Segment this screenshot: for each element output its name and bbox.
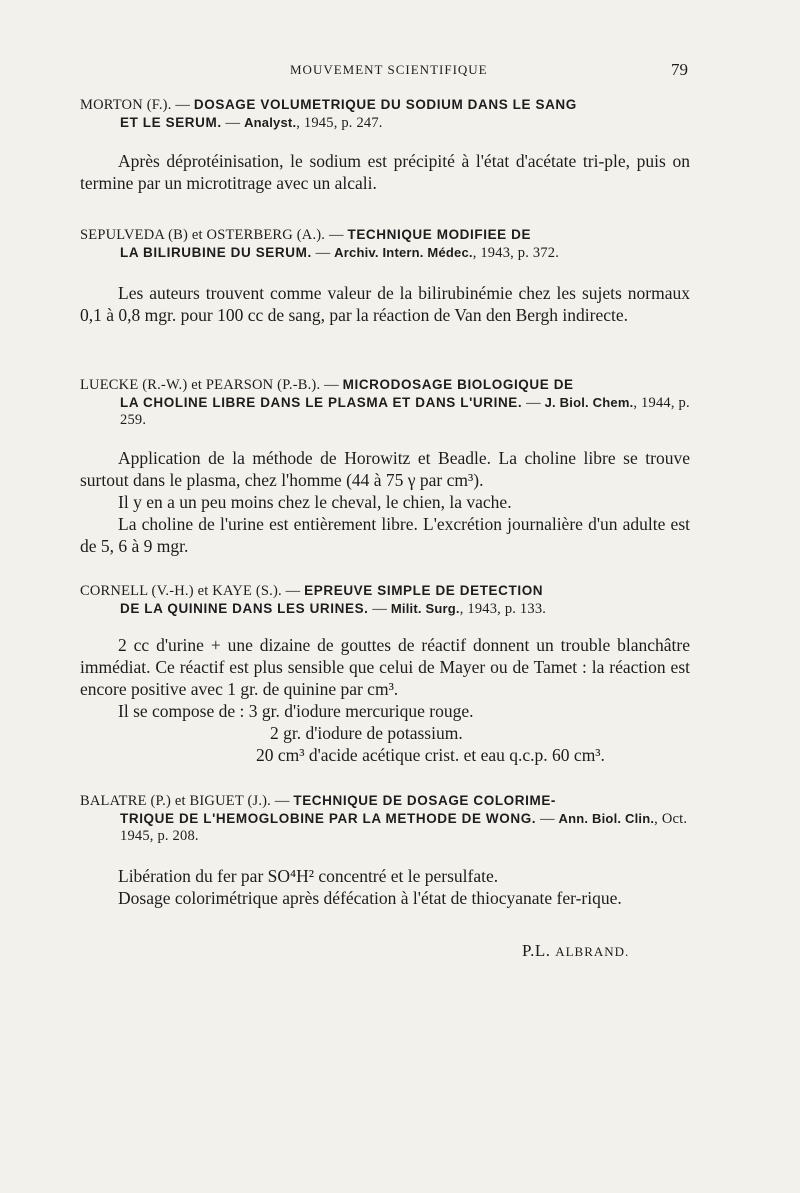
- citation: , Oct. 1945, p. 208.: [120, 811, 688, 844]
- authors: SEPULVEDA (B) et OSTERBERG (A.).: [80, 227, 326, 243]
- article-title: MICRODOSAGE BIOLOGIQUE DE: [342, 377, 574, 392]
- article-title-cont: ET LE SERUM.: [120, 115, 222, 130]
- article-title: TECHNIQUE MODIFIEE DE: [347, 227, 532, 242]
- page-number: 79: [671, 60, 688, 79]
- journal: Archiv. Intern. Médec.: [334, 245, 473, 260]
- paragraph: La choline de l'urine est entièrement libre. L'excrétion journalière d'un adulte est de 5, 6 à 9 mgr.: [80, 514, 690, 556]
- abstract-entry: [80, 582, 690, 766]
- paragraph: Libération du fer par SO⁴H² concentré et le persulfate.: [118, 866, 499, 886]
- signature-surname: ALBRAND.: [555, 944, 630, 959]
- abstract-text: [80, 634, 690, 766]
- authors: LUECKE (R.-W.) et PEARSON (P.-B.).: [80, 377, 321, 393]
- composition-line: 2 gr. d'iodure de potassium.: [270, 723, 463, 743]
- journal: Milit. Surg.: [390, 601, 460, 616]
- reference: LUECKE (R.-W.) et PEARSON (P.-B.). — MICRODOSAGE BIOLOGIQUE DE LA CHOLINE LIBRE DANS LE PLASMA ET DANS L'URINE. — J. Biol. Chem., 1944, p. 259.: [80, 377, 690, 428]
- paragraph: Il y en a un peu moins chez le cheval, le chien, la vache.: [118, 492, 512, 512]
- article-title: TECHNIQUE DE DOSAGE COLORIME-: [293, 793, 557, 808]
- article-title: EPREUVE SIMPLE DE DETECTION: [304, 583, 544, 598]
- citation: , 1945, p. 247.: [296, 115, 383, 131]
- paragraph: Application de la méthode de Horowitz et Beadle. La choline libre se trouve surtout dans le plasma, chez l'homme (44 à 75 γ par cm³).: [80, 448, 690, 490]
- reference: SEPULVEDA (B) et OSTERBERG (A.). — TECHNIQUE MODIFIEE DE LA BILIRUBINE DU SERUM. — Archiv. Intern. Médec., 1943, p. 372.: [80, 227, 560, 261]
- signature-initials: P.L.: [522, 941, 556, 960]
- abstract-entry: [80, 376, 690, 557]
- journal: Analyst.: [244, 115, 297, 130]
- abstract-entry: [80, 226, 690, 326]
- composition-line: 20 cm³ d'acide acétique crist. et eau q.c.p. 60 cm³.: [256, 745, 605, 765]
- signature: [522, 941, 629, 961]
- paragraph: Les auteurs trouvent comme valeur de la bilirubinémie chez les sujets normaux 0,1 à 0,8 mgr. pour 100 cc de sang, par la réaction de Van den Bergh indirecte.: [80, 283, 690, 325]
- journal: J. Biol. Chem.: [544, 395, 634, 410]
- authors: BALATRE (P.) et BIGUET (J.).: [80, 793, 271, 809]
- reference: MORTON (F.). — DOSAGE VOLUMETRIQUE DU SODIUM DANS LE SANG ET LE SERUM. — Analyst., 1945, p. 247.: [80, 97, 577, 131]
- abstract-text: [80, 865, 690, 909]
- abstract-text: [80, 282, 690, 326]
- reference: BALATRE (P.) et BIGUET (J.). — TECHNIQUE DE DOSAGE COLORIME- TRIQUE DE L'HEMOGLOBINE PAR LA METHODE DE WONG. — Ann. Biol. Clin., Oct. 1945, p. 208.: [80, 793, 688, 844]
- article-title-cont: DE LA QUININE DANS LES URINES.: [120, 601, 369, 616]
- abstract-entry: [80, 792, 690, 909]
- running-title: MOUVEMENT SCIENTIFIQUE: [290, 62, 488, 77]
- paragraph: Dosage colorimétrique après défécation à l'état de thiocyanate fer-rique.: [118, 888, 622, 908]
- paragraph: Après déprotéinisation, le sodium est précipité à l'état d'acétate tri-ple, puis on termine par un microtitrage avec un alcali.: [80, 151, 690, 193]
- article-title: DOSAGE VOLUMETRIQUE DU SODIUM DANS LE SANG: [193, 97, 577, 112]
- journal: Ann. Biol. Clin.: [558, 811, 655, 826]
- article-title-cont: LA BILIRUBINE DU SERUM.: [120, 245, 312, 260]
- authors: MORTON (F.).: [80, 97, 172, 113]
- citation: , 1943, p. 372.: [472, 245, 560, 261]
- running-header: [0, 60, 800, 84]
- abstract-text: [80, 150, 690, 194]
- citation: , 1943, p. 133.: [459, 601, 547, 617]
- article-title-cont: LA CHOLINE LIBRE DANS LE PLASMA ET DANS L'URINE.: [120, 395, 523, 410]
- composition-line: Il se compose de : 3 gr. d'iodure mercurique rouge.: [118, 701, 474, 721]
- reference: CORNELL (V.-H.) et KAYE (S.). — EPREUVE SIMPLE DE DETECTION DE LA QUININE DANS LES URINES. — Milit. Surg., 1943, p. 133.: [80, 583, 547, 617]
- paragraph: 2 cc d'urine + une dizaine de gouttes de réactif donnent un trouble blanchâtre immédiat. Ce réactif est plus sensible que celui de Mayer ou de Tamet : la réaction est encore positive avec 1 gr. de quinine par cm³.: [80, 635, 690, 699]
- abstract-text: [80, 447, 690, 557]
- abstract-entry: [80, 96, 690, 194]
- article-title-cont: TRIQUE DE L'HEMOGLOBINE PAR LA METHODE DE WONG.: [120, 811, 537, 826]
- citation: , 1944, p. 259.: [120, 395, 690, 428]
- authors: CORNELL (V.-H.) et KAYE (S.).: [80, 583, 282, 599]
